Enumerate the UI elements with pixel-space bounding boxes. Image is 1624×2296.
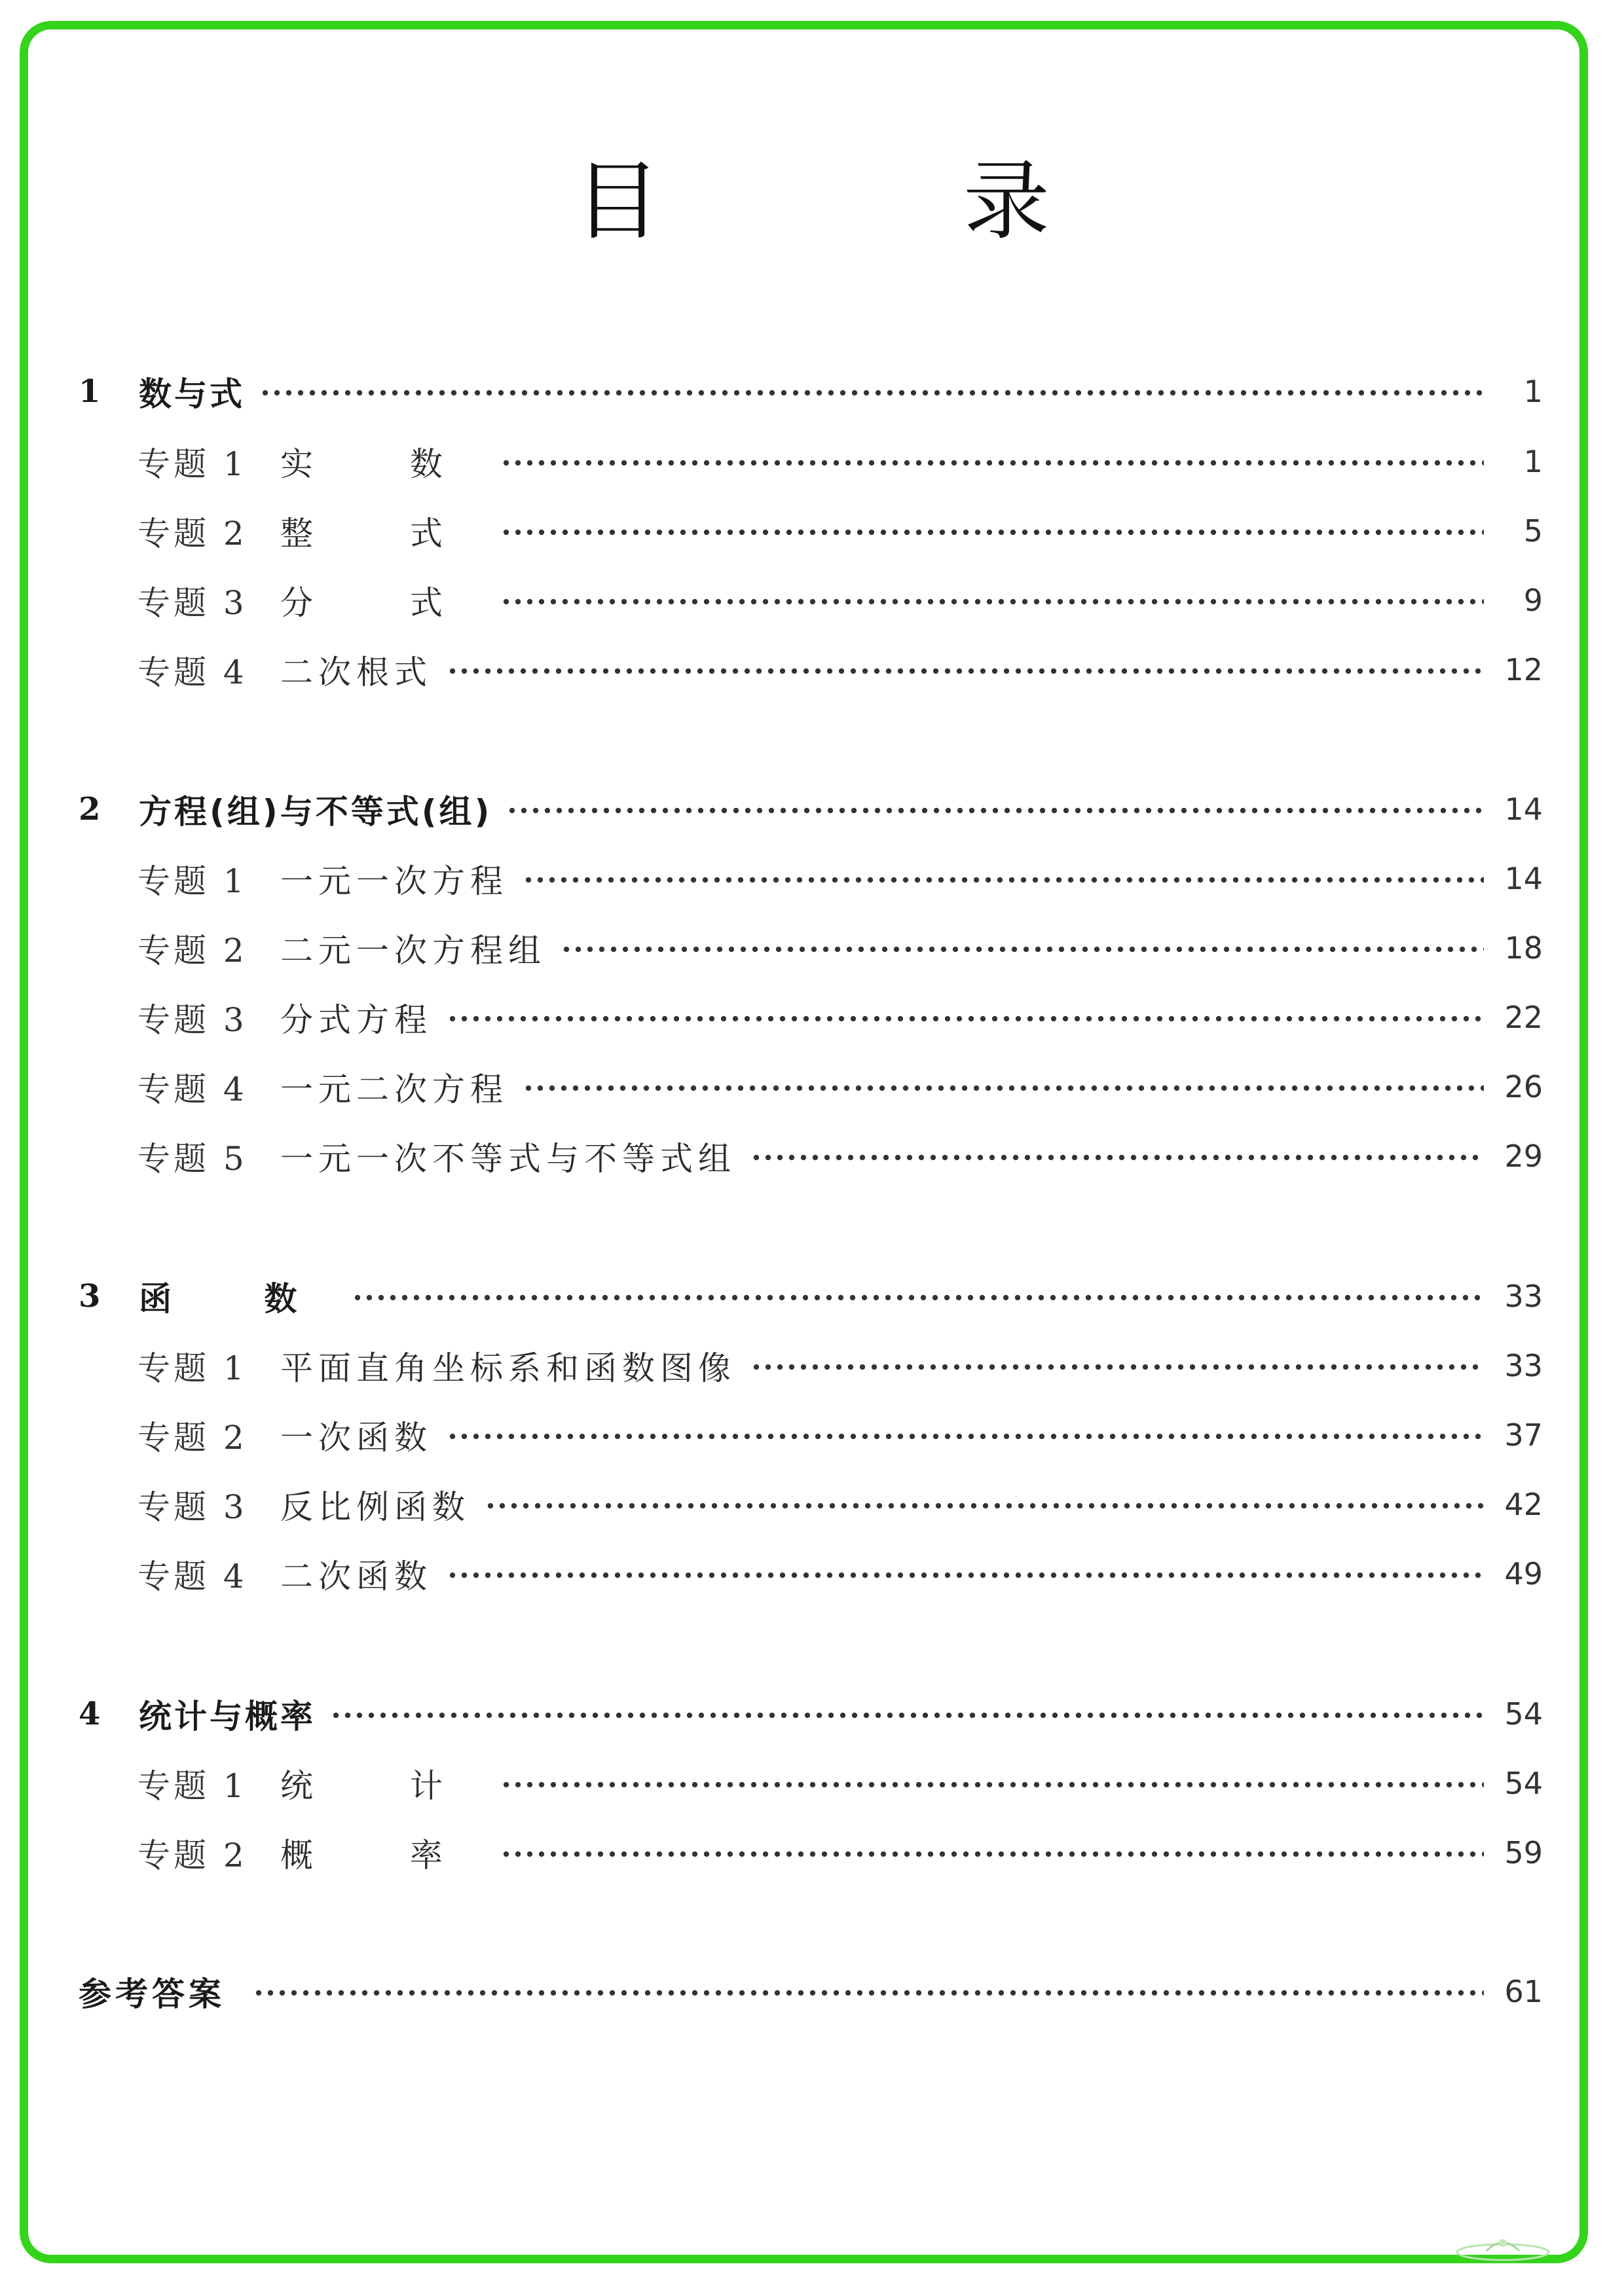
dot-leader — [253, 1990, 1484, 1996]
page-number: 54 — [1504, 1766, 1543, 1801]
publisher-watermark-logo — [1447, 2231, 1559, 2264]
topic-title: 二次根式 — [280, 653, 432, 691]
dot-leader — [561, 946, 1484, 953]
dot-leader — [330, 1712, 1484, 1719]
toc-topic[interactable] — [138, 1754, 1543, 1813]
chapter-title: 统计与概率 — [139, 1698, 316, 1736]
chapter-number: 3 — [79, 1278, 101, 1315]
toc-chapter-1[interactable] — [79, 362, 1543, 421]
topic-title: 实 数 — [280, 445, 486, 483]
page-number: 61 — [1504, 1974, 1543, 2009]
toc-topic[interactable] — [138, 849, 1543, 908]
topic-title: 平面直角坐标系和函数图像 — [280, 1349, 736, 1387]
dot-leader — [447, 1015, 1484, 1022]
page-number: 22 — [1504, 1000, 1543, 1035]
topic-title: 二元一次方程组 — [280, 932, 546, 970]
dot-leader — [447, 1572, 1484, 1578]
toc-topic[interactable] — [138, 1127, 1543, 1186]
topic-title: 分 式 — [280, 584, 486, 622]
toc-topic[interactable] — [138, 1406, 1543, 1465]
dot-leader — [352, 1294, 1484, 1301]
dot-leader — [523, 877, 1484, 883]
toc-topic[interactable] — [138, 432, 1543, 491]
page-number: 14 — [1504, 792, 1543, 827]
toc-topic[interactable] — [138, 501, 1543, 560]
topic-label: 专题 1 — [138, 445, 248, 483]
toc-topic[interactable] — [138, 919, 1543, 977]
topic-title: 一元二次方程 — [280, 1070, 508, 1108]
topic-title: 整 式 — [280, 515, 486, 553]
dot-leader — [447, 1433, 1484, 1440]
page-number: 1 — [1523, 444, 1543, 479]
topic-title: 一元一次不等式与不等式组 — [280, 1140, 736, 1178]
page-number: 54 — [1504, 1696, 1543, 1732]
toc-topic[interactable] — [138, 571, 1543, 630]
dot-leader — [500, 460, 1484, 466]
chapter-title: 函 数 — [139, 1280, 338, 1318]
topic-label: 专题 1 — [138, 1349, 248, 1387]
page-number: 26 — [1504, 1069, 1543, 1104]
page-number: 49 — [1504, 1556, 1543, 1592]
topic-title: 二次函数 — [280, 1558, 432, 1595]
topic-label: 专题 1 — [138, 1767, 248, 1805]
toc-topic[interactable] — [138, 640, 1543, 699]
topic-title: 一次函数 — [280, 1419, 432, 1457]
toc-chapter-2[interactable] — [79, 780, 1543, 839]
page-number: 59 — [1504, 1835, 1543, 1870]
topic-label: 专题 4 — [138, 1070, 248, 1108]
topic-title: 反比例函数 — [280, 1488, 470, 1526]
page-number: 33 — [1504, 1348, 1543, 1383]
dot-leader — [500, 529, 1484, 536]
answers-title: 参考答案 — [79, 1975, 225, 2013]
topic-label: 专题 5 — [138, 1140, 248, 1178]
page-number: 9 — [1523, 583, 1543, 618]
toc-topic[interactable] — [138, 1057, 1543, 1116]
dot-leader — [259, 390, 1484, 396]
toc-chapter-3[interactable] — [79, 1267, 1543, 1326]
page-number: 5 — [1523, 513, 1543, 549]
toc-answers[interactable] — [79, 1962, 1543, 2021]
chapter-number: 4 — [79, 1696, 101, 1732]
topic-label: 专题 1 — [138, 862, 248, 900]
toc-chapter-4[interactable] — [79, 1685, 1543, 1743]
chapter-title: 数与式 — [139, 375, 245, 413]
topic-title: 概 率 — [280, 1836, 486, 1874]
toc-topic[interactable] — [138, 1336, 1543, 1395]
page-number: 29 — [1504, 1139, 1543, 1174]
topic-title: 统 计 — [280, 1767, 486, 1805]
dot-leader — [500, 1781, 1484, 1788]
topic-label: 专题 3 — [138, 584, 248, 622]
page-number: 12 — [1504, 652, 1543, 687]
topic-label: 专题 4 — [138, 653, 248, 691]
topic-label: 专题 3 — [138, 1001, 248, 1039]
dot-leader — [523, 1085, 1484, 1091]
page-number: 18 — [1504, 930, 1543, 966]
topic-label: 专题 3 — [138, 1488, 248, 1526]
topic-label: 专题 4 — [138, 1558, 248, 1595]
page-number: 33 — [1504, 1279, 1543, 1314]
dot-leader — [506, 807, 1484, 814]
topic-label: 专题 2 — [138, 1836, 248, 1874]
page-title: 目 录 — [574, 151, 1187, 252]
topic-label: 专题 2 — [138, 1419, 248, 1457]
dot-leader — [500, 1851, 1484, 1857]
topic-label: 专题 2 — [138, 932, 248, 970]
toc-topic[interactable] — [138, 1475, 1543, 1534]
page-number: 42 — [1504, 1487, 1543, 1522]
chapter-number: 1 — [79, 373, 101, 410]
dot-leader — [500, 598, 1484, 605]
dot-leader — [485, 1503, 1484, 1509]
page-number: 14 — [1504, 861, 1543, 896]
page-number: 37 — [1504, 1417, 1543, 1453]
toc-topic[interactable] — [138, 1544, 1543, 1603]
chapter-number: 2 — [79, 791, 101, 828]
topic-title: 一元一次方程 — [280, 862, 508, 900]
page-number: 1 — [1523, 374, 1543, 409]
toc-topic[interactable] — [138, 1823, 1543, 1882]
dot-leader — [750, 1364, 1484, 1370]
topic-label: 专题 2 — [138, 515, 248, 553]
topic-title: 分式方程 — [280, 1001, 432, 1039]
toc-topic[interactable] — [138, 988, 1543, 1047]
dot-leader — [447, 668, 1484, 674]
chapter-title: 方程(组)与不等式(组) — [139, 793, 492, 831]
dot-leader — [750, 1154, 1484, 1161]
